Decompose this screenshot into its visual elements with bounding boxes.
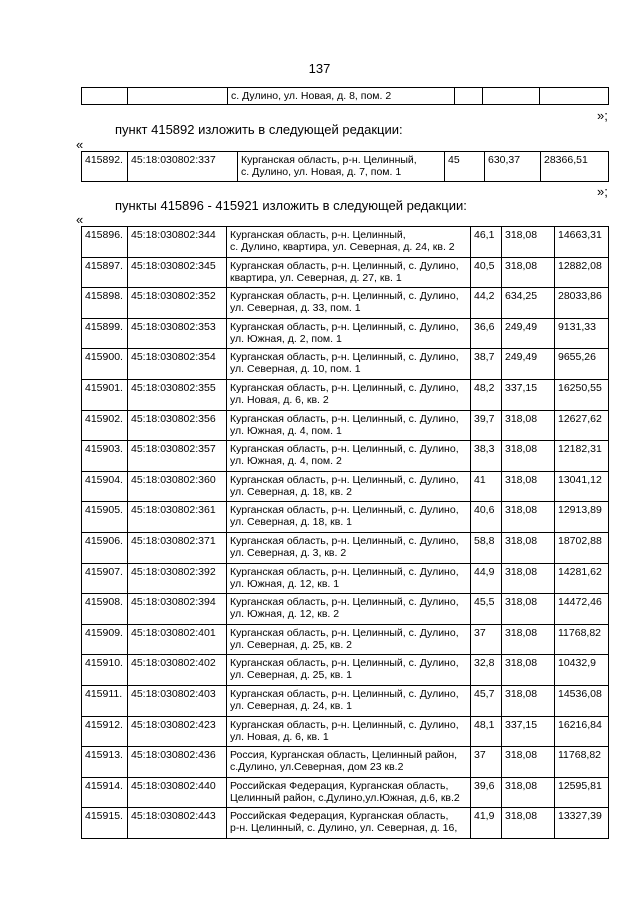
address-cell (227, 716, 471, 747)
address-cell (227, 502, 471, 533)
address-line-2: ул. Южная, д. 2, пом. 1 (230, 332, 342, 345)
table-row (82, 594, 609, 625)
address-line-2: ул. Северная, д. 25, кв. 1 (230, 669, 353, 682)
area-cell: 37 (471, 624, 502, 655)
cadastral-number: 45:18:030802:352 (128, 288, 227, 319)
rate-cell: 318,08 (502, 808, 555, 839)
address-line-1: Курганская область, р-н. Целинный, (230, 229, 406, 241)
row-number: 415898. (82, 288, 128, 319)
address-line-2: ул. Северная, д. 25, кв. 2 (230, 638, 353, 651)
table-row (82, 808, 609, 839)
address-line-2: Целинный район, с.Дулино,ул.Южная, д.6, кв.2 (230, 791, 460, 804)
cost-cell: 14281,62 (555, 563, 609, 594)
row-number: 415901. (82, 379, 128, 410)
address-line-1: Курганская область, р-н. Целинный, с. Дулино, (230, 473, 459, 486)
row-number: 415908. (82, 594, 128, 625)
table-row (82, 777, 609, 808)
address-cell (227, 288, 471, 319)
rate-cell: 249,49 (502, 349, 555, 380)
address-cell (227, 379, 471, 410)
paragraph-text: пункты 415896 - 415921 изложить в следующей редакции: (115, 198, 467, 213)
table-row (82, 502, 609, 533)
cadastral-number: 45:18:030802:392 (128, 563, 227, 594)
row-number: 415910. (82, 655, 128, 686)
address-line-1: Курганская область, р-н. Целинный, с. Дулино, (230, 504, 459, 517)
cadastral-number: 45:18:030802:394 (128, 594, 227, 625)
cadastral-number: 45:18:030802:402 (128, 655, 227, 686)
row-number: 415909. (82, 624, 128, 655)
cost-cell: 11768,82 (555, 747, 609, 778)
main-table (81, 226, 609, 839)
area-cell: 48,2 (471, 379, 502, 410)
rate-cell: 630,37 (485, 152, 541, 182)
area-cell: 41 (471, 471, 502, 502)
area-cell: 40,5 (471, 257, 502, 288)
address-line-2: ул. Южная, д. 12, кв. 1 (230, 577, 340, 590)
table-row (82, 563, 609, 594)
address-cell (227, 257, 471, 288)
area-cell: 44,2 (471, 288, 502, 319)
row-number: 415903. (82, 441, 128, 472)
address-line-1: Российская Федерация, Курганская область, (230, 810, 449, 823)
cost-cell: 18702,88 (555, 532, 609, 563)
address-line-2: ул. Северная, д. 33, пом. 1 (230, 302, 361, 315)
table-cell (483, 88, 540, 105)
cadastral-number: 45:18:030802:371 (128, 532, 227, 563)
cadastral-number: 45:18:030802:353 (128, 318, 227, 349)
single-row-table (81, 151, 609, 182)
area-cell: 38,7 (471, 349, 502, 380)
table-row (82, 349, 609, 380)
address-cell (227, 441, 471, 472)
area-cell: 32,8 (471, 655, 502, 686)
rate-cell: 318,08 (502, 777, 555, 808)
cost-cell: 12913,89 (555, 502, 609, 533)
row-number: 415914. (82, 777, 128, 808)
address-cell: с. Дулино, ул. Новая, д. 8, пом. 2 (228, 88, 455, 105)
address-line-2: ул. Северная, д. 18, кв. 1 (230, 516, 353, 529)
rate-cell: 318,08 (502, 257, 555, 288)
cadastral-number: 45:18:030802:337 (128, 152, 238, 182)
cost-cell: 28033,86 (555, 288, 609, 319)
area-cell: 41,9 (471, 808, 502, 839)
area-cell: 45,7 (471, 685, 502, 716)
address-cell (227, 655, 471, 686)
cost-cell: 14472,46 (555, 594, 609, 625)
rate-cell: 318,08 (502, 624, 555, 655)
address-line-1: Курганская область, р-н. Целинный, с. Дулино, (230, 687, 459, 700)
cadastral-number: 45:18:030802:361 (128, 502, 227, 533)
cadastral-number: 45:18:030802:401 (128, 624, 227, 655)
rate-cell: 318,08 (502, 685, 555, 716)
address-line-2: с. Дулино, ул. Новая, д. 7, пом. 1 (241, 166, 402, 178)
rate-cell: 318,08 (502, 410, 555, 441)
cost-cell: 13041,12 (555, 471, 609, 502)
area-cell: 39,7 (471, 410, 502, 441)
table-row (82, 410, 609, 441)
address-line-1: Курганская область, р-н. Целинный, с. Дулино, (230, 565, 459, 578)
table-cell (455, 88, 483, 105)
address-line-1: Курганская область, р-н. Целинный, с. Дулино, (230, 718, 459, 731)
area-cell: 58,8 (471, 532, 502, 563)
cadastral-number: 45:18:030802:355 (128, 379, 227, 410)
address-line-1: Курганская область, р-н. Целинный, с. Дулино, (230, 351, 459, 364)
table-row (82, 716, 609, 747)
address-line-1: Россия, Курганская область, Целинный район, (230, 749, 458, 762)
cadastral-number: 45:18:030802:403 (128, 685, 227, 716)
rate-cell: 318,08 (502, 441, 555, 472)
area-cell: 46,1 (471, 227, 502, 258)
cost-cell: 10432,9 (555, 655, 609, 686)
area-cell: 40,6 (471, 502, 502, 533)
area-cell: 39,6 (471, 777, 502, 808)
previous-table-fragment (81, 87, 609, 105)
row-number: 415904. (82, 471, 128, 502)
table-row (82, 624, 609, 655)
address-cell (227, 349, 471, 380)
cadastral-number: 45:18:030802:360 (128, 471, 227, 502)
cost-cell: 16250,55 (555, 379, 609, 410)
opening-quote: « (76, 212, 84, 227)
address-cell (227, 808, 471, 839)
address-line-1: Курганская область, р-н. Целинный, с. Дулино, (230, 443, 459, 456)
cost-cell: 9131,33 (555, 318, 609, 349)
table-row (82, 471, 609, 502)
rate-cell: 337,15 (502, 379, 555, 410)
rate-cell: 634,25 (502, 288, 555, 319)
cadastral-number: 45:18:030802:354 (128, 349, 227, 380)
address-line-2: ул. Северная, д. 10, пом. 1 (230, 363, 361, 376)
row-number: 415897. (82, 257, 128, 288)
area-cell: 38,3 (471, 441, 502, 472)
cost-cell: 14536,08 (555, 685, 609, 716)
row-number: 415912. (82, 716, 128, 747)
row-number: 415896. (82, 227, 128, 258)
address-line-1: Курганская область, р-н. Целинный, с. Дулино, (230, 412, 459, 425)
address-line-2: ул. Новая, д. 6, кв. 1 (230, 730, 329, 743)
cost-cell: 13327,39 (555, 808, 609, 839)
rate-cell: 318,08 (502, 563, 555, 594)
cost-cell: 28366,51 (541, 152, 609, 182)
closing-quote: »; (597, 184, 608, 199)
cost-cell: 14663,31 (555, 227, 609, 258)
table-cell (540, 88, 609, 105)
address-line-1: Курганская область, р-н. Целинный, (241, 154, 417, 166)
rate-cell: 318,08 (502, 227, 555, 258)
table-row (82, 288, 609, 319)
table-row (82, 655, 609, 686)
cadastral-number: 45:18:030802:345 (128, 257, 227, 288)
table-row (82, 685, 609, 716)
cadastral-number: 45:18:030802:436 (128, 747, 227, 778)
row-number: 415905. (82, 502, 128, 533)
address-line-1: Курганская область, р-н. Целинный, с. Дулино, (230, 381, 459, 394)
rate-cell: 318,08 (502, 594, 555, 625)
rate-cell: 318,08 (502, 747, 555, 778)
cost-cell: 9655,26 (555, 349, 609, 380)
row-number: 415913. (82, 747, 128, 778)
address-cell (227, 624, 471, 655)
address-cell (227, 563, 471, 594)
cadastral-number: 45:18:030802:423 (128, 716, 227, 747)
opening-quote: « (76, 137, 84, 152)
row-number: 415902. (82, 410, 128, 441)
rate-cell: 337,15 (502, 716, 555, 747)
address-line-1: Курганская область, р-н. Целинный, с. Дулино, (230, 259, 459, 272)
address-line-2: с. Дулино, квартира, ул. Северная, д. 24, кв. 2 (230, 241, 455, 253)
rate-cell: 318,08 (502, 532, 555, 563)
address-line-2: ул. Южная, д. 4, пом. 1 (230, 424, 342, 437)
cadastral-number: 45:18:030802:443 (128, 808, 227, 839)
cost-cell: 12595,81 (555, 777, 609, 808)
rate-cell: 318,08 (502, 655, 555, 686)
address-cell (227, 777, 471, 808)
address-cell (227, 471, 471, 502)
cost-cell: 12627,62 (555, 410, 609, 441)
area-cell: 45,5 (471, 594, 502, 625)
rate-cell: 249,49 (502, 318, 555, 349)
cost-cell: 16216,84 (555, 716, 609, 747)
rate-cell: 318,08 (502, 502, 555, 533)
row-number: 415906. (82, 532, 128, 563)
row-number: 415915. (82, 808, 128, 839)
address-cell (227, 410, 471, 441)
address-line-2: с.Дулино, ул.Северная, дом 23 кв.2 (230, 761, 404, 774)
table-row (82, 532, 609, 563)
address-line-2: ул. Северная, д. 3, кв. 2 (230, 546, 347, 559)
address-line-2: квартира, ул. Северная, д. 27, кв. 1 (230, 271, 402, 284)
rate-cell: 318,08 (502, 471, 555, 502)
address-cell (227, 685, 471, 716)
address-cell (227, 747, 471, 778)
address-line-2: ул. Южная, д. 4, пом. 2 (230, 455, 342, 468)
address-line-1: Курганская область, р-н. Целинный, с. Дулино, (230, 290, 459, 303)
address-cell (227, 318, 471, 349)
cost-cell: 12882,08 (555, 257, 609, 288)
row-number: 415899. (82, 318, 128, 349)
address-cell (227, 532, 471, 563)
address-cell (238, 152, 445, 182)
table-row (82, 379, 609, 410)
cadastral-number: 45:18:030802:344 (128, 227, 227, 258)
address-line-1: Курганская область, р-н. Целинный, с. Дулино, (230, 320, 459, 333)
area-cell: 45 (445, 152, 485, 182)
table-row (82, 152, 609, 182)
table-row (82, 441, 609, 472)
table-cell (128, 88, 228, 105)
address-line-1: Российская Федерация, Курганская область, (230, 779, 449, 792)
table-row (82, 227, 609, 258)
cadastral-number: 45:18:030802:356 (128, 410, 227, 441)
address-line-2: ул. Северная, д. 24, кв. 1 (230, 699, 353, 712)
row-number: 415900. (82, 349, 128, 380)
address-line-2: ул. Южная, д. 12, кв. 2 (230, 608, 340, 621)
area-cell: 36,6 (471, 318, 502, 349)
cost-cell: 12182,31 (555, 441, 609, 472)
table-row (82, 747, 609, 778)
table-row (82, 88, 609, 105)
cadastral-number: 45:18:030802:357 (128, 441, 227, 472)
address-line-1: Курганская область, р-н. Целинный, с. Дулино, (230, 534, 459, 547)
row-number: 415907. (82, 563, 128, 594)
address-line-2: ул. Северная, д. 18, кв. 2 (230, 485, 353, 498)
closing-quote: »; (597, 108, 608, 123)
table-row (82, 318, 609, 349)
cadastral-number: 45:18:030802:440 (128, 777, 227, 808)
row-number: 415892. (82, 152, 128, 182)
table-cell (82, 88, 128, 105)
row-number: 415911. (82, 685, 128, 716)
address-cell (227, 227, 471, 258)
table-row (82, 257, 609, 288)
page-number: 137 (308, 61, 331, 76)
address-cell (227, 594, 471, 625)
address-line-1: Курганская область, р-н. Целинный, с. Дулино, (230, 596, 459, 609)
area-cell: 37 (471, 747, 502, 778)
paragraph-text: пункт 415892 изложить в следующей редакции: (115, 122, 403, 137)
address-line-1: Курганская область, р-н. Целинный, с. Дулино, (230, 657, 459, 670)
area-cell: 44,9 (471, 563, 502, 594)
area-cell: 48,1 (471, 716, 502, 747)
address-line-1: Курганская область, р-н. Целинный, с. Дулино, (230, 626, 459, 639)
address-line-2: ул. Новая, д. 6, кв. 2 (230, 393, 329, 406)
cost-cell: 11768,82 (555, 624, 609, 655)
address-line-2: р-н. Целинный, с. Дулино, ул. Северная, д. 16, (230, 822, 458, 835)
